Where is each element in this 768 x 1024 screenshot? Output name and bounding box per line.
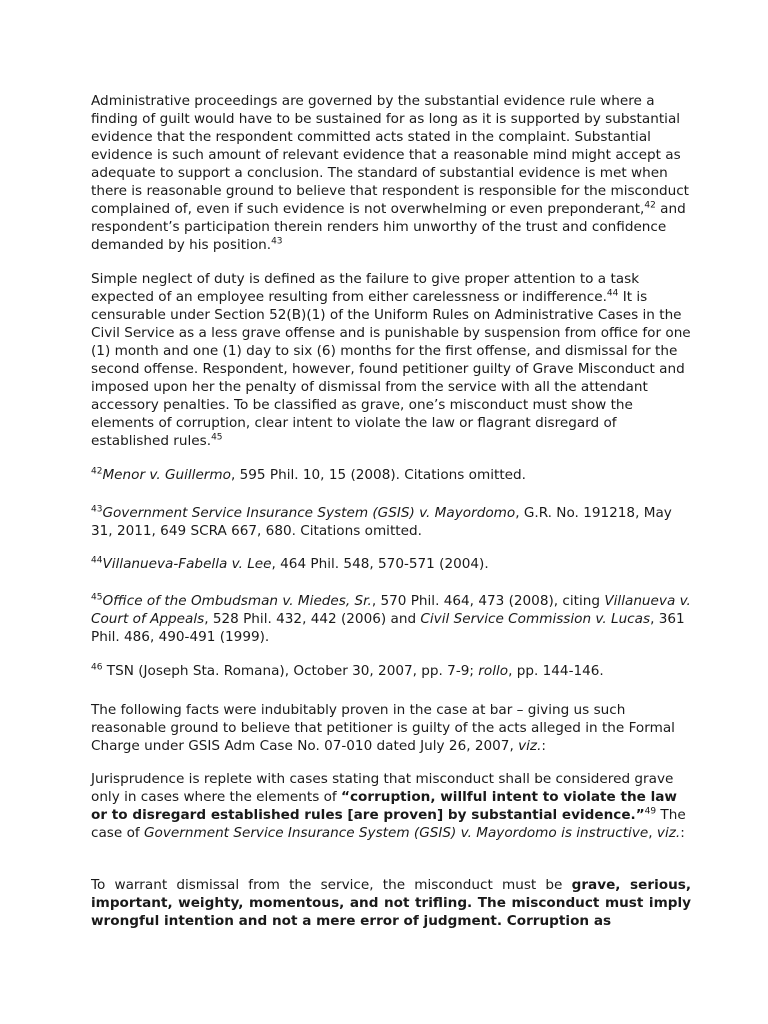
citation-text: , 361 Phil. 486, 490-491 (1999).: [91, 611, 685, 645]
citation-text: , 595 Phil. 10, 15 (2008). Citations omitted.: [230, 467, 526, 483]
paragraph-text: Administrative proceedings are governed by the substantial evidence rule where a finding of guilt would have to be sustained for as long as it is supported by substantial evidence that the respondent committed acts stated in the complaint. Substantial evidence is such amount of relevant evidence that a reasonable mind might accept as adequate to support a conclusion. The standard of substantial evidence is met when there is reasonable ground to believe that respondent is responsible for the misconduct complained of, even if such evidence is not overwhelming or even preponderant,: [91, 93, 690, 217]
punctuation: :: [541, 738, 546, 754]
citation-text: , pp. 144-146.: [508, 663, 604, 679]
footnote-ref-44[interactable]: 44: [606, 288, 619, 299]
footnote-43: [91, 504, 691, 540]
footnote-44: [91, 555, 691, 573]
footnote-ref-45[interactable]: 45: [211, 432, 223, 443]
paragraph-text: The case of: [91, 807, 686, 841]
paragraph-substantial-evidence: [91, 92, 691, 254]
case-title: Menor v. Guillermo: [102, 467, 231, 483]
footnote-number: 45: [91, 592, 103, 603]
paragraph-text: Jurisprudence is replete with cases stating that misconduct shall be considered grave only in cases where the elements of: [91, 771, 674, 805]
footnote-42: [91, 466, 691, 484]
footnote-number: 43: [91, 504, 103, 515]
citation-text: , 464 Phil. 548, 570-571 (2004).: [271, 556, 489, 572]
punctuation: :: [680, 825, 685, 841]
citation-text: , 528 Phil. 432, 442 (2006) and: [204, 611, 421, 627]
citation-text: , 570 Phil. 464, 473 (2008), citing: [371, 593, 605, 609]
case-title: Government Service Insurance System (GSIS) v. Mayordomo is instructive: [144, 825, 649, 841]
viz-text: viz.: [656, 825, 681, 841]
paragraph-warrant-dismissal: [91, 876, 691, 930]
case-title: Civil Service Commission v. Lucas: [420, 611, 651, 627]
bold-quote: “corruption, willful intent to violate the law or to disregard established rules [are proven] by substantial evidence.”: [91, 789, 677, 823]
footnote-45: [91, 592, 691, 646]
case-title: Villanueva-Fabella v. Lee: [102, 556, 272, 572]
paragraph-jurisprudence: [91, 770, 691, 842]
bold-text: grave, serious, important, weighty, momentous, and not trifling. The misconduct must imply wrongful intention and not a mere error of judgment. Corruption as: [91, 877, 691, 929]
case-title: Villanueva v. Court of Appeals: [91, 593, 691, 627]
rollo-text: rollo: [478, 663, 509, 679]
footnote-ref-43[interactable]: 43: [271, 236, 283, 247]
paragraph-text: It is censurable under Section 52(B)(1) of the Uniform Rules on Administrative Cases in the Civil Service as a less grave offense and is punishable by suspension from office for one (1) month and one (1) day to six (6) months for the first offense, and dismissal for the second offense. Respondent, however, found petitioner guilty of Grave Misconduct and imposed upon her the penalty of dismissal from the service with all the attendant accessory penalties. To be classified as grave, one’s misconduct must show the elements of corruption, clear intent to violate the law or flagrant disregard of established rules.: [91, 289, 691, 449]
paragraph-facts-proven: [91, 701, 691, 755]
footnote-ref-49[interactable]: 49: [644, 806, 657, 817]
footnote-46: [91, 662, 691, 680]
footnote-number: 46: [91, 662, 103, 673]
viz-text: viz.: [518, 738, 542, 754]
paragraph-text: To warrant dismissal from the service, the misconduct must be: [91, 877, 572, 893]
footnote-ref-42[interactable]: 42: [644, 200, 656, 211]
case-title: Office of the Ombudsman v. Miedes, Sr.: [102, 593, 372, 609]
punctuation: ,: [648, 825, 657, 841]
citation-text: , G.R. No. 191218, May 31, 2011, 649 SCRA 667, 680. Citations omitted.: [91, 505, 672, 539]
paragraph-text: and respondent’s participation therein renders him unworthy of the trust and confidence demanded by his position.: [91, 201, 686, 253]
citation-text: TSN (Joseph Sta. Romana), October 30, 2007, pp. 7-9;: [102, 663, 479, 679]
footnote-number: 42: [91, 466, 103, 477]
paragraph-text: Simple neglect of duty is defined as the failure to give proper attention to a task expected of an employee resulting from either carelessness or indifference.: [91, 271, 640, 305]
case-title: Government Service Insurance System (GSIS) v. Mayordomo: [102, 505, 516, 521]
paragraph-simple-neglect: [91, 270, 691, 450]
footnote-number: 44: [91, 555, 103, 566]
paragraph-text: The following facts were indubitably proven in the case at bar – giving us such reasonable ground to believe that petitioner is guilty of the acts alleged in the Formal Charge under GSIS Adm Case No. 07-010 dated July 26, 2007,: [91, 702, 675, 754]
